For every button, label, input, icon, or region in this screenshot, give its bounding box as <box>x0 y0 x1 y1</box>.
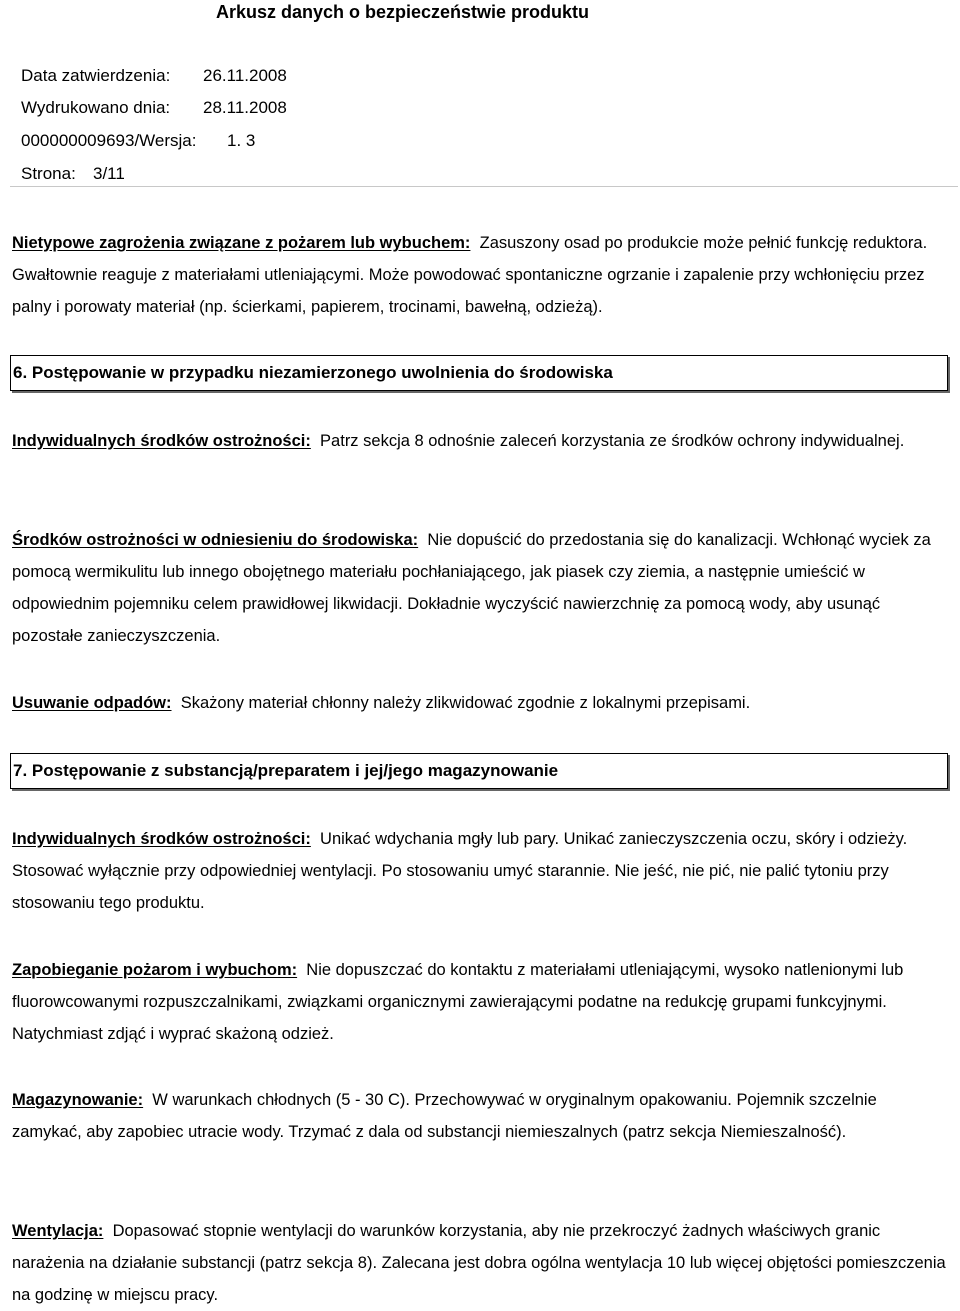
s7-personal-text: Unikać wdychania mgły lub pary. Unikać zanieczyszczenia oczu, skóry i odzieży. Stosować wyłącznie przy odpowiedniej wentylacji. Po stosowaniu umyć starannie. Nie jeść, nie pić, nie palić tytoniu przy stosowaniu tego produktu. <box>12 830 908 912</box>
s7-storage-text: W warunkach chłodnych (5 - 30 C). Przechowywać w oryginalnym opakowaniu. Pojemnik szczelnie zamykać, aby zapobiec utracie wody. Trzymać z dala od substancji niemieszalnych (patrz sekcja Niemieszalność). <box>12 1091 877 1141</box>
s7-personal-precautions <box>12 823 947 919</box>
version-label: 000000009693/Wersja: <box>21 131 197 150</box>
page-number-row <box>21 163 125 185</box>
s7-personal-label: Indywidualnych środków ostrożności: <box>12 830 311 848</box>
s7-fire-text: Nie dopuszczać do kontaktu z materiałami utleniającymi, wysoko natlenionymi lub fluorowcowanymi rozpuszczalnikami, związkami organicznymi zawierającymi podatne na redukcję grupami funkcyjnymi. Natychmiast zdjąć i wyprać skażoną odzież. <box>12 961 904 1043</box>
s7-ventilation-label: Wentylacja: <box>12 1222 104 1240</box>
s7-ventilation-text: Dopasować stopnie wentylacji do warunków korzystania, aby nie przekroczyć żadnych właściwych granic narażenia na działanie substancji (patrz sekcja 8). Zalecana jest dobra ogólna wentylacja 10 lub więcej objętości pomieszczenia na godzinę w miejscu pracy. <box>12 1222 946 1304</box>
printed-date-label: Wydrukowano dnia: <box>21 98 171 117</box>
section-6-heading: 6. Postępowanie w przypadku niezamierzonego uwolnienia do środowiska <box>10 355 948 391</box>
s7-storage-label: Magazynowanie: <box>12 1091 144 1109</box>
approval-date-label: Data zatwierdzenia: <box>21 66 171 85</box>
printed-date-value: 28.11.2008 <box>203 98 287 117</box>
unusual-hazards-label: Nietypowe zagrożenia związane z pożarem lub wybuchem: <box>12 234 471 252</box>
page-number-value: 3/11 <box>93 164 125 183</box>
s7-storage <box>12 1084 947 1148</box>
approval-date-value: 26.11.2008 <box>203 66 287 85</box>
s6-env-text: Nie dopuścić do przedostania się do kanalizacji. Wchłonąć wyciek za pomocą wermikulitu lub innego obojętnego materiału pochłaniającego, jak piasek czy ziemia, a następnie umieścić w odpowiednim pojemniku celem prawidłowej likwidacji. Dokładnie wyczyścić nawierzchnię za pomocą wody, aby usunąć pozostałe zanieczyszczenia. <box>12 531 931 645</box>
s6-disposal-label: Usuwanie odpadów: <box>12 694 172 712</box>
approval-date-row <box>21 65 287 87</box>
s6-personal-label: Indywidualnych środków ostrożności: <box>12 432 311 450</box>
unusual-hazards-paragraph <box>12 227 947 323</box>
s6-personal-precautions <box>12 425 947 457</box>
s7-fire-label: Zapobieganie pożarom i wybuchom: <box>12 961 298 979</box>
document-title: Arkusz danych o bezpieczeństwie produktu <box>215 2 590 22</box>
s6-disposal-text: Skażony materiał chłonny należy zlikwidować zgodnie z lokalnymi przepisami. <box>180 694 751 712</box>
version-row <box>21 130 255 152</box>
s6-personal-text: Patrz sekcja 8 odnośnie zaleceń korzystania ze środków ochrony indywidualnej. <box>320 432 905 450</box>
section-7-heading: 7. Postępowanie z substancją/preparatem i jej/jego magazynowanie <box>10 753 948 789</box>
s6-env-label: Środków ostrożności w odniesieniu do środowiska: <box>12 531 419 549</box>
s7-fire-prevention <box>12 954 947 1050</box>
printed-date-row <box>21 97 287 119</box>
header-divider <box>10 186 958 187</box>
page-number-label: Strona: <box>21 164 76 183</box>
s7-ventilation <box>12 1215 947 1311</box>
unusual-hazards-text: Zasuszony osad po produkcie może pełnić funkcję reduktora. Gwałtownie reaguje z materiałami utleniającymi. Może powodować spontaniczne ogrzanie i zapalenie przy wchłonięciu przez palny i porowaty materiał (np. ścierkami, papierem, trocinami, bawełną, odzieżą). <box>12 234 928 316</box>
s6-environmental-precautions <box>12 524 947 652</box>
s6-waste-disposal <box>12 687 947 719</box>
version-value: 1. 3 <box>227 131 256 150</box>
